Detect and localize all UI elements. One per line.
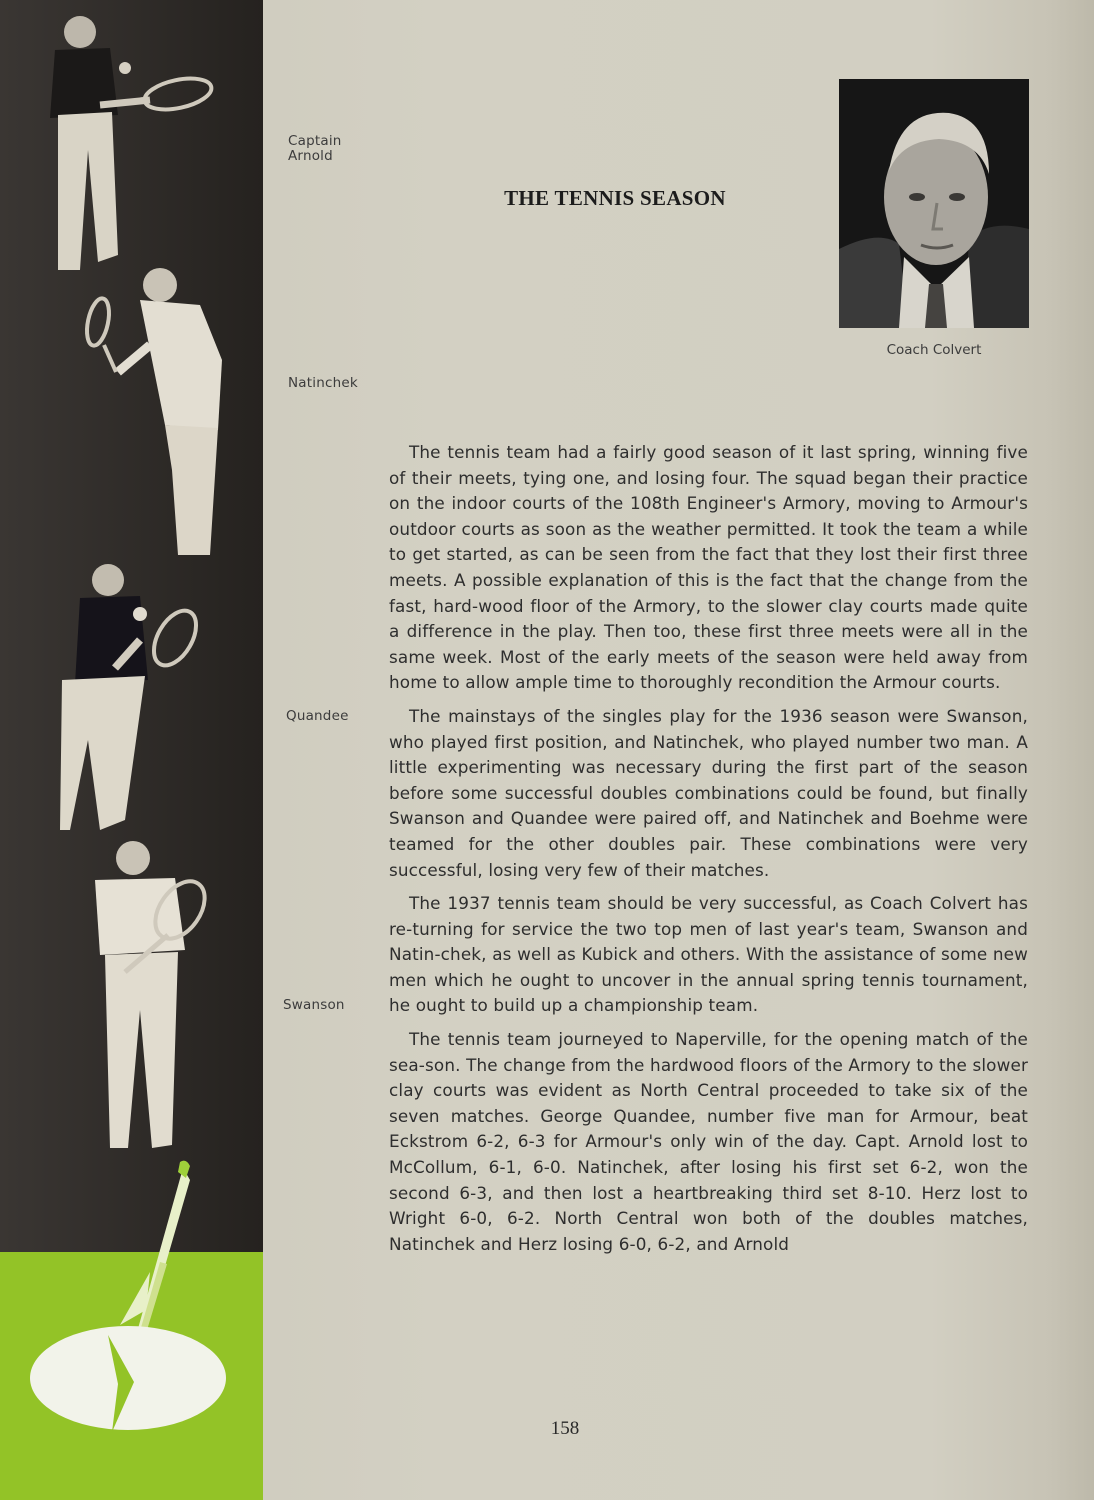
player-photo-strip [0,0,263,1252]
caption-swanson: Swanson [283,997,345,1013]
coach-caption: Coach Colvert [886,342,982,358]
caption-line: Captain [288,133,342,149]
article-body [389,440,1028,1265]
player-silhouettes [0,0,263,1252]
paragraph: The mainstays of the singles play for the 1936 season were Swanson, who played first position, and Natinchek, who played number two man. A little experimenting was necessary during the first part of the season before some successful doubles combinations could be found, but finally Swanson and Quandee were paired off, and Natinchek and Boehme were teamed for the other doubles pair. These combinations were very successful, losing very few of their matches. [389,705,1028,880]
tennis-racket-logo [0,1150,263,1500]
caption-quandee: Quandee [286,708,349,724]
caption-line: Arnold [288,148,333,164]
page-title: THE TENNIS SEASON [504,186,726,210]
paragraph: The tennis team had a fairly good season of it last spring, winning five of their meets, tying one, and losing four. The squad began their practice on the indoor courts of the 108th Engineer's Armory, moving to Armour's outdoor courts as soon as the weather permitted. It took the team a while to get started, as can be seen from the fact that they lost their first three meets. A possible explanation of this is the fact that the change from the fast, hard-wood floor of the Armory, to the slower clay courts made quite a difference in the play. Then too, these first three meets were all in the same week. Most of the early meets of the season were held away from home to allow ample time to thoroughly recondition the Armour courts. [389,442,1028,693]
paragraph: The tennis team journeyed to Naperville, for the opening match of the sea-son. The change from the hardwood floors of the Armory to the slower clay courts was evident as North Central proceeded to take six of the seven matches. George Quandee, number five man for Armour, beat Eckstrom 6-2, 6-3 for Armour's only win of the day. Capt. Arnold lost to McCollum, 6-1, 6-0. Natinchek, after losing his first set 6-2, won the second 6-3, and then lost a heartbreaking third set 8-10. Herz lost to Wright 6-0, 6-2. North Central won both of the doubles matches, Natinchek and Herz losing 6-0, 6-2, and Arnold [389,1029,1028,1254]
caption-natinchek: Natinchek [288,375,358,391]
coach-portrait-image [839,79,1029,328]
paragraph: The 1937 tennis team should be very successful, as Coach Colvert has re-turning for service the two top men of last year's team, Swanson and Natin-chek, as well as Kubick and others. With the assistance of some new men which he ought to uncover in the annual spring tennis tournament, he ought to build up a championship team. [389,893,1028,1016]
page-number: 158 [550,1418,580,1439]
coach-portrait [839,79,1029,328]
caption-captain-arnold [288,134,342,164]
